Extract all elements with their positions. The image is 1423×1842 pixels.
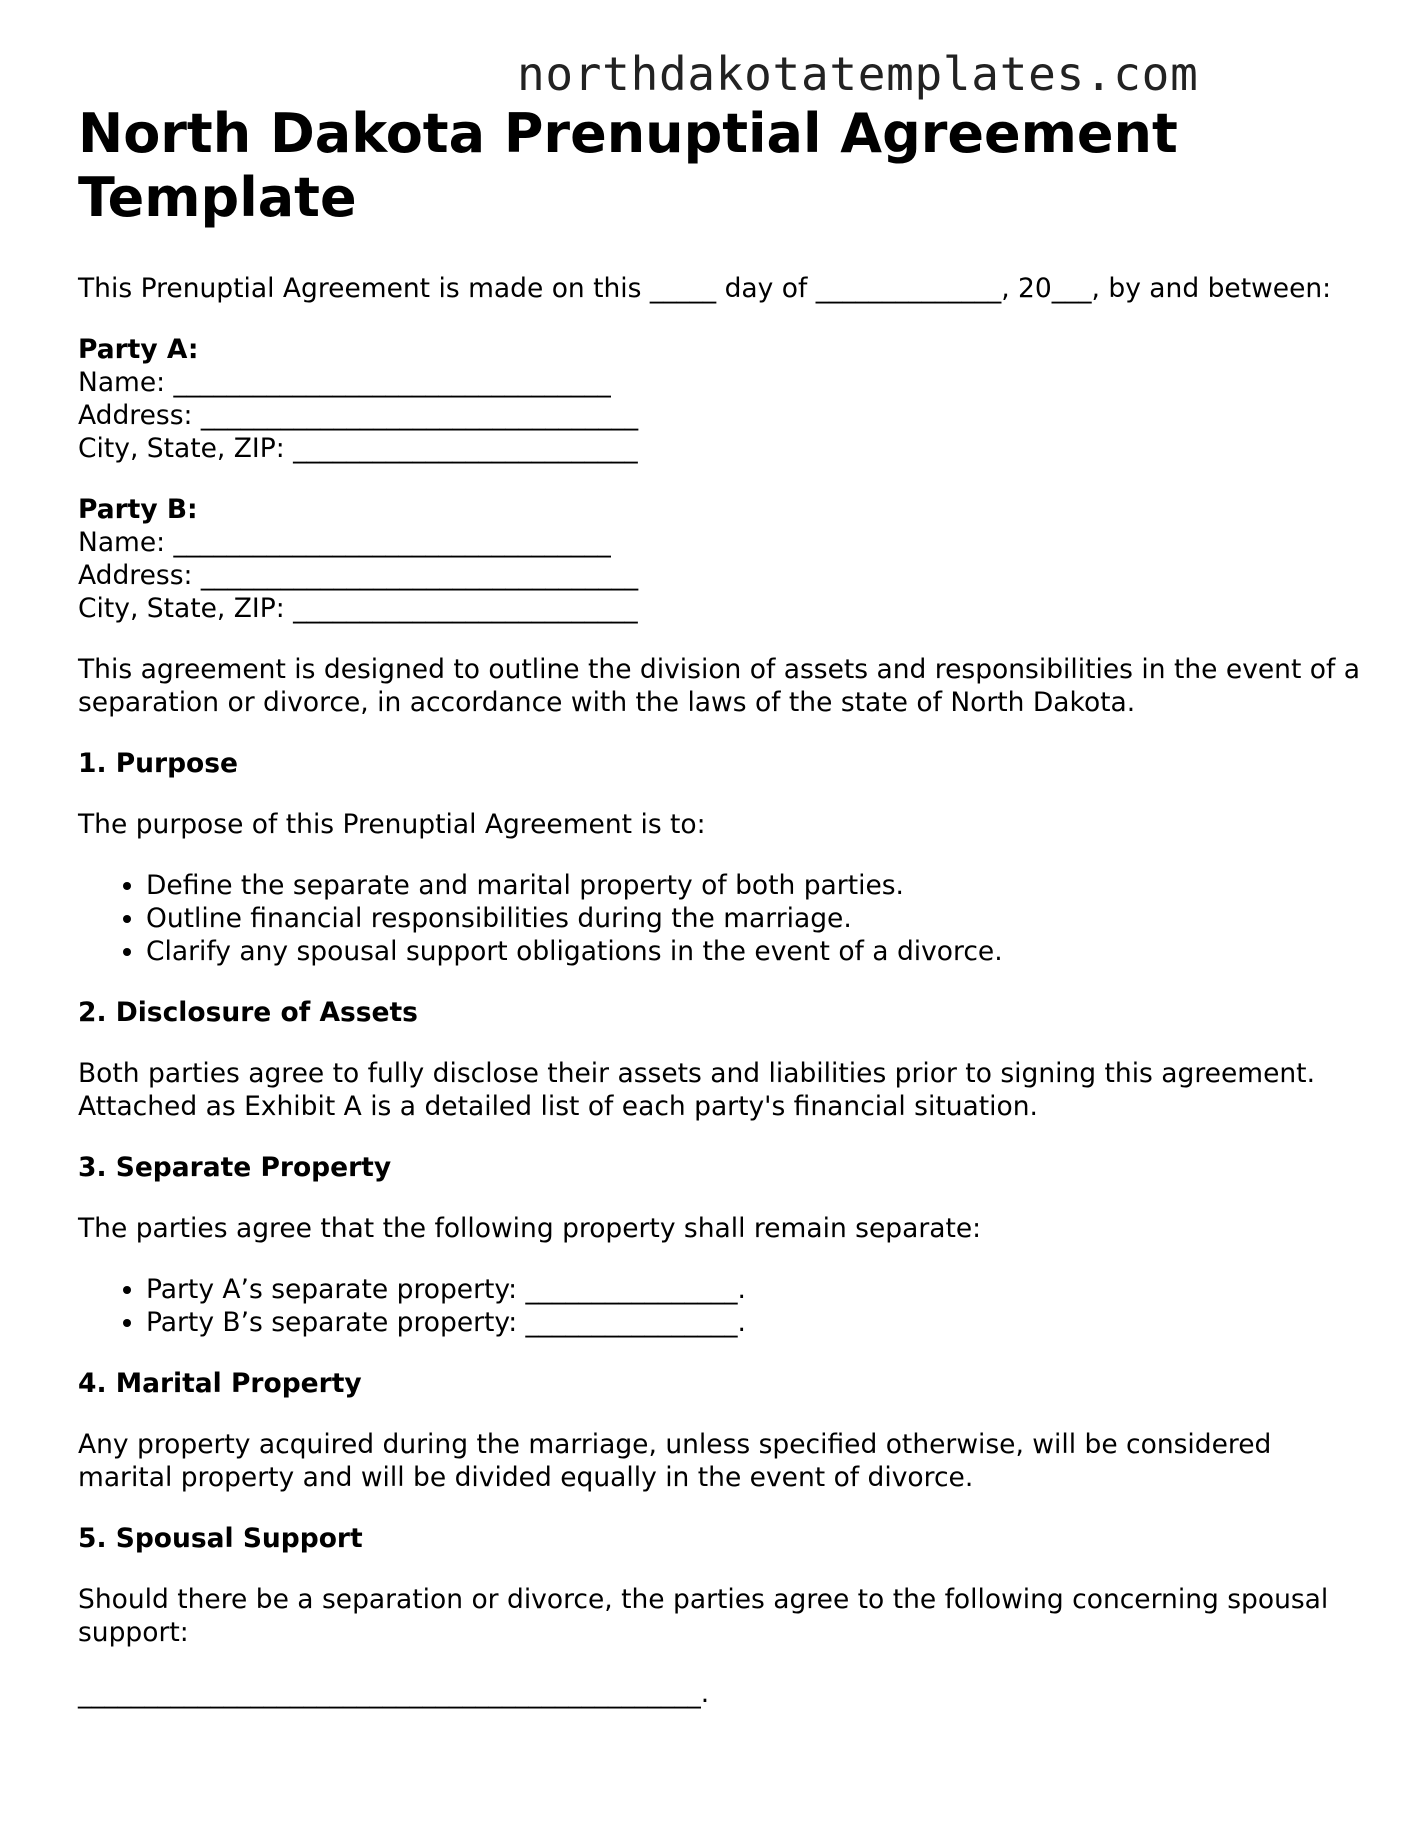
list-item: • Define the separate and marital property of both parties. <box>146 869 1368 902</box>
list-item: • Clarify any spousal support obligations in the event of a divorce. <box>146 935 1368 968</box>
overview-paragraph: This agreement is designed to outline the division of assets and responsibilities in the event of a separation or divorce, in accordance with the laws of the state of North Dakota. <box>78 654 1360 718</box>
list-item: • Party B’s separate property: ________________. <box>146 1306 1368 1339</box>
party-a-name-line: Name: _________________________________ <box>78 367 611 398</box>
list-item: • Outline financial responsibilities during the marriage. <box>146 902 1368 935</box>
party-a-city-line: City, State, ZIP: __________________________ <box>78 433 638 464</box>
section-heading-spousal-support: 5. Spousal Support <box>78 1523 363 1554</box>
section-heading-marital-property: 4. Marital Property <box>78 1368 362 1399</box>
section-heading-purpose: 1. Purpose <box>78 748 239 779</box>
document-content <box>78 102 1368 1710</box>
list-item: • Party A’s separate property: ________________. <box>146 1273 1368 1306</box>
section-heading-disclosure: 2. Disclosure of Assets <box>78 997 418 1028</box>
spousal-support-blank-line: _______________________________________________. <box>78 1678 710 1709</box>
disclosure-text: Both parties agree to fully disclose their assets and liabilities prior to signing this agreement. Attached as Exhibit A is a detailed list of each party's financial situation. <box>78 1058 1315 1122</box>
purpose-text: The purpose of this Prenuptial Agreement is to: <box>78 809 706 840</box>
party-b-city-line: City, State, ZIP: __________________________ <box>78 593 638 624</box>
marital-property-text: Any property acquired during the marriage, unless specified otherwise, will be considered marital property and will be divided equally in the event of divorce. <box>78 1429 1272 1493</box>
watermark-url: northdakotatemplates.com <box>517 47 1199 101</box>
party-b-name-line: Name: _________________________________ <box>78 527 611 558</box>
party-a-block <box>78 333 1368 465</box>
party-b-label: Party B: <box>78 494 198 525</box>
party-a-label: Party A: <box>78 334 199 365</box>
separate-property-list <box>78 1273 1368 1339</box>
purpose-list <box>78 869 1368 968</box>
separate-property-text: The parties agree that the following property shall remain separate: <box>78 1213 982 1244</box>
intro-paragraph: This Prenuptial Agreement is made on this _____ day of ______________, 20___, by and between: <box>78 273 1332 304</box>
page-title: North Dakota Prenuptial Agreement Template <box>78 102 1178 229</box>
party-b-block <box>78 493 1368 625</box>
party-b-address-line: Address: _________________________________ <box>78 560 639 591</box>
party-a-address-line: Address: _________________________________ <box>78 400 639 431</box>
spousal-support-text: Should there be a separation or divorce, the parties agree to the following concerning spousal support: <box>78 1584 1329 1648</box>
section-heading-separate-property: 3. Separate Property <box>78 1152 392 1183</box>
